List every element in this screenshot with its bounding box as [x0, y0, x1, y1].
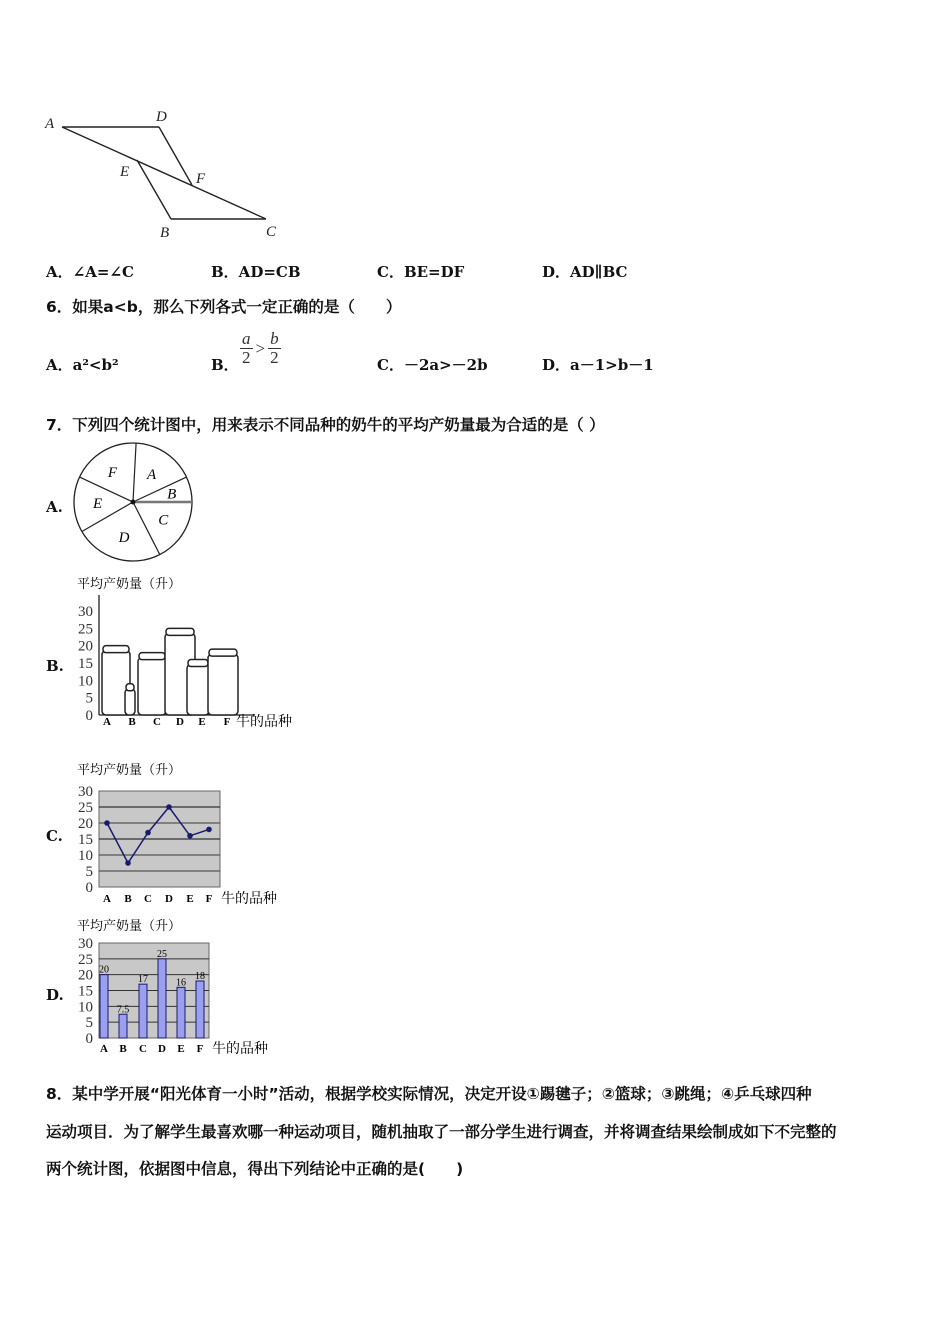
- jar-body: [187, 665, 209, 715]
- y-tick-label: 30: [78, 936, 93, 952]
- y-tick-label: 20: [78, 638, 93, 655]
- jar-lid: [188, 660, 208, 667]
- x-tick-label: C: [139, 1043, 147, 1055]
- bar: [158, 959, 166, 1038]
- q7-option-c-label[interactable]: C.: [46, 827, 63, 845]
- numerator: b: [270, 329, 279, 348]
- point-label-e: E: [120, 164, 130, 180]
- y-tick-label: 20: [78, 967, 93, 984]
- x-tick-label: E: [198, 716, 206, 728]
- pie-slice-label: C: [158, 512, 169, 529]
- data-point: [104, 820, 110, 826]
- q8-stem-line-3: 两个统计图，依据图中信息，得出下列结论中正确的是( ): [46, 1160, 464, 1178]
- x-tick-label: E: [186, 893, 194, 905]
- option-label: A．: [46, 356, 73, 374]
- q5-option-a[interactable]: A．∠A=∠C: [46, 263, 134, 281]
- data-point: [166, 804, 172, 810]
- x-tick-label: A: [100, 1043, 108, 1055]
- chart-title: 平均产奶量（升）: [77, 762, 182, 777]
- pie-slice-label: E: [93, 496, 103, 513]
- q6-option-a[interactable]: [46, 354, 119, 375]
- data-label: 20: [99, 964, 109, 976]
- y-tick-label: 30: [78, 604, 93, 620]
- x-tick-label: B: [128, 716, 136, 728]
- pie-center: [131, 500, 136, 505]
- data-label: 25: [157, 948, 167, 960]
- x-tick-label: D: [176, 716, 184, 728]
- y-tick-label: 10: [78, 999, 93, 1016]
- data-label: 16: [176, 977, 186, 989]
- q5-option-d[interactable]: D．AD∥BC: [542, 263, 628, 281]
- x-tick-label: F: [223, 716, 231, 728]
- chart-title: 平均产奶量（升）: [77, 576, 182, 591]
- y-tick-label: 0: [85, 1031, 93, 1047]
- point-label-d: D: [156, 109, 167, 125]
- y-tick-label: 15: [78, 656, 93, 672]
- x-tick-label: D: [158, 1043, 166, 1055]
- line-chart: [60, 762, 300, 907]
- numerator: a: [242, 329, 251, 348]
- y-tick-label: 5: [85, 864, 93, 880]
- y-tick-label: 25: [78, 951, 93, 968]
- bar-chart: [60, 918, 290, 1058]
- y-tick-label: 5: [85, 690, 93, 707]
- jar-lid: [166, 628, 194, 635]
- x-tick-label: D: [165, 893, 173, 905]
- jar-lid: [139, 653, 165, 660]
- data-label: 7.5: [116, 1004, 130, 1016]
- point-label-c: C: [266, 224, 277, 240]
- data-point: [206, 827, 212, 833]
- pie-slice-boundary: [82, 502, 133, 532]
- q6-option-c[interactable]: C．－2a>－2b: [377, 356, 488, 374]
- jar-body: [125, 689, 135, 715]
- pie-slice-boundary: [80, 477, 133, 502]
- pie-slice-label: D: [118, 529, 130, 546]
- point-label-b: B: [160, 225, 170, 241]
- y-tick-label: 10: [78, 673, 93, 690]
- data-label: 17: [138, 974, 148, 986]
- denominator: 2: [270, 348, 279, 367]
- chart-title: 平均产奶量（升）: [77, 918, 182, 933]
- bar: [119, 1014, 127, 1038]
- q5-option-b[interactable]: B．AD=CB: [211, 263, 301, 281]
- pie-slice-label: A: [147, 466, 157, 483]
- y-tick-label: 30: [78, 784, 93, 800]
- jar-lid: [126, 684, 134, 691]
- y-tick-label: 25: [78, 621, 93, 638]
- point-label-f: F: [196, 171, 206, 187]
- x-tick-label: E: [177, 1043, 185, 1055]
- x-tick-label: A: [103, 893, 111, 905]
- q6-option-b-fraction[interactable]: [240, 330, 281, 367]
- data-point: [125, 860, 131, 866]
- x-tick-label: B: [124, 893, 132, 905]
- x-tick-label: F: [196, 1043, 204, 1055]
- bar: [196, 981, 204, 1038]
- pie-slice-boundary: [133, 443, 136, 502]
- q7-option-d-label[interactable]: D.: [46, 986, 64, 1004]
- q8-stem-line-2: 运动项目．为了解学生最喜欢哪一种运动项目，随机抽取了一部分学生进行调查，并将调查结果绘制成如下不完整的: [46, 1123, 837, 1141]
- pie-slice-boundary: [133, 477, 186, 502]
- x-axis-label: 牛的品种: [236, 715, 292, 730]
- q8-stem-line-1: 8．某中学开展“阳光体育一小时”活动，根据学校实际情况，决定开设①踢毽子；②篮球；③跳绳；④乒乓球四种: [46, 1085, 812, 1103]
- jar-lid: [103, 646, 129, 653]
- bar: [177, 987, 185, 1038]
- data-point: [187, 833, 193, 839]
- option-text: a²<b²: [72, 356, 119, 374]
- x-tick-label: C: [153, 716, 161, 728]
- q5-option-c[interactable]: C．BE=DF: [377, 263, 465, 281]
- y-tick-label: 0: [85, 880, 93, 896]
- bar: [139, 984, 147, 1038]
- y-tick-label: 20: [78, 816, 93, 832]
- y-tick-label: 15: [78, 983, 93, 1000]
- pie-slice-label: B: [167, 486, 177, 503]
- bar: [100, 975, 108, 1038]
- y-tick-label: 5: [85, 1015, 93, 1032]
- y-tick-label: 10: [78, 848, 93, 864]
- jar-body: [208, 654, 238, 715]
- x-tick-label: A: [103, 716, 111, 728]
- x-tick-label: B: [119, 1043, 127, 1055]
- y-tick-label: 0: [85, 708, 93, 724]
- data-point: [145, 830, 151, 836]
- jar-lid: [209, 649, 237, 656]
- pie-slice-label: F: [107, 465, 118, 482]
- x-axis-label: 牛的品种: [212, 1042, 268, 1057]
- q7-option-b-label[interactable]: B.: [46, 657, 64, 675]
- denominator: 2: [242, 348, 251, 367]
- jar-body: [138, 658, 166, 715]
- x-tick-label: C: [144, 893, 152, 905]
- geometry-figure: [0, 0, 300, 250]
- jar-pictograph-chart: [60, 575, 310, 735]
- q6-stem: 6．如果a<b，那么下列各式一定正确的是（ ）: [46, 298, 402, 316]
- x-tick-label: F: [205, 893, 213, 905]
- x-axis-label: 牛的品种: [221, 892, 277, 907]
- q7-stem: 7．下列四个统计图中，用来表示不同品种的奶牛的平均产奶量最为合适的是（ ）: [46, 416, 605, 434]
- q7-option-a-label[interactable]: A.: [46, 498, 63, 516]
- pie-chart: [70, 440, 200, 570]
- q6-option-b-label[interactable]: B．: [211, 356, 239, 374]
- y-tick-label: 15: [78, 832, 93, 848]
- point-label-a: A: [45, 116, 55, 132]
- data-label: 18: [195, 971, 205, 982]
- operator: >: [255, 338, 266, 358]
- q6-option-d[interactable]: D．a－1>b－1: [542, 356, 654, 374]
- pie-slice-boundary: [133, 502, 160, 555]
- y-tick-label: 25: [78, 800, 93, 816]
